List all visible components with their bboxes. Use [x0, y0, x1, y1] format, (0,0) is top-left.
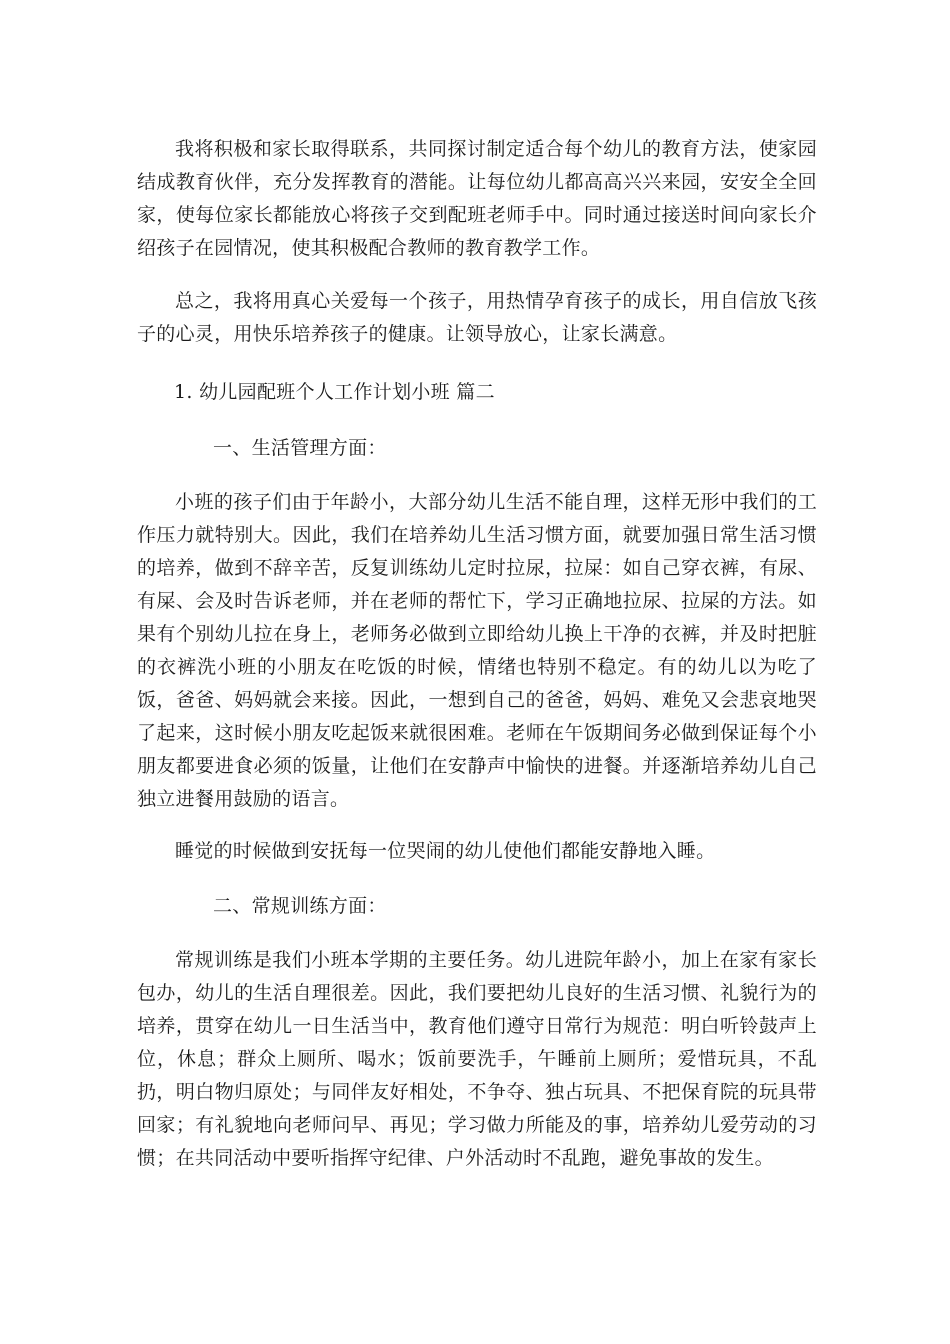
paragraph-routine-training: 常规训练是我们小班本学期的主要任务。幼儿进院年龄小，加上在家有家长包办，幼儿的生活自理很差。因此，我们要把幼儿良好的生活习惯、礼貌行为的培养，贯穿在幼儿一日生活当中，教育他们遵守日常行为规范：明白听铃鼓声上位，休息；群众上厕所、喝水；饭前要洗手，午睡前上厕所；爱惜玩具，不乱扔，明白物归原处；与同伴友好相处，不争夺、独占玩具、不把保育院的玩具带回家；有礼貌地向老师问早、再见；学习做力所能及的事，培养幼儿爱劳动的习惯；在共同活动中要听指挥守纪律、户外活动时不乱跑，避免事故的发生。 [137, 949, 817, 1169]
subheading-routine-training: 二、常规训练方面： [213, 895, 387, 917]
paragraph-conclusion: 总之，我将用真心关爱每一个孩子，用热情孕育孩子的成长，用自信放飞孩子的心灵，用快乐培养孩子的健康。让领导放心，让家长满意。 [137, 290, 817, 345]
subheading-life-management: 一、生活管理方面： [213, 437, 387, 459]
paragraph-life-management: 小班的孩子们由于年龄小，大部分幼儿生活不能自理，这样无形中我们的工作压力就特别大。因此，我们在培养幼儿生活习惯方面，就要加强日常生活习惯的培养，做到不辞辛苦，反复训练幼儿定时拉尿，拉屎：如自己穿衣裤，有尿、有屎、会及时告诉老师，并在老师的帮忙下，学习正确地拉尿、拉屎的方法。如果有个别幼儿拉在身上，老师务必做到立即给幼儿换上干净的衣裤，并及时把脏的衣裤洗小班的小朋友在吃饭的时候，情绪也特别不稳定。有的幼儿以为吃了饭，爸爸、妈妈就会来接。因此，一想到自己的爸爸，妈妈、难免又会悲哀地哭了起来，这时候小朋友吃起饭来就很困难。老师在午饭期间务必做到保证每个小朋友都要进食必须的饭量，让他们在安静声中愉快的进餐。并逐渐培养幼儿自己独立进餐用鼓励的语言。 [137, 491, 817, 810]
paragraph-parent-contact: 我将积极和家长取得联系，共同探讨制定适合每个幼儿的教育方法，使家园结成教育伙伴，充分发挥教育的潜能。让每位幼儿都高高兴兴来园，安安全全回家，使每位家长都能放心将孩子交到配班老师手中。同时通过接送时间向家长介绍孩子在园情况，使其积极配合教师的教育教学工作。 [137, 138, 817, 259]
section-title: 1. 幼儿园配班个人工作计划小班 篇二 [174, 381, 495, 403]
paragraph-sleep: 睡觉的时候做到安抚每一位哭闹的幼儿使他们都能安静地入睡。 [175, 840, 716, 862]
